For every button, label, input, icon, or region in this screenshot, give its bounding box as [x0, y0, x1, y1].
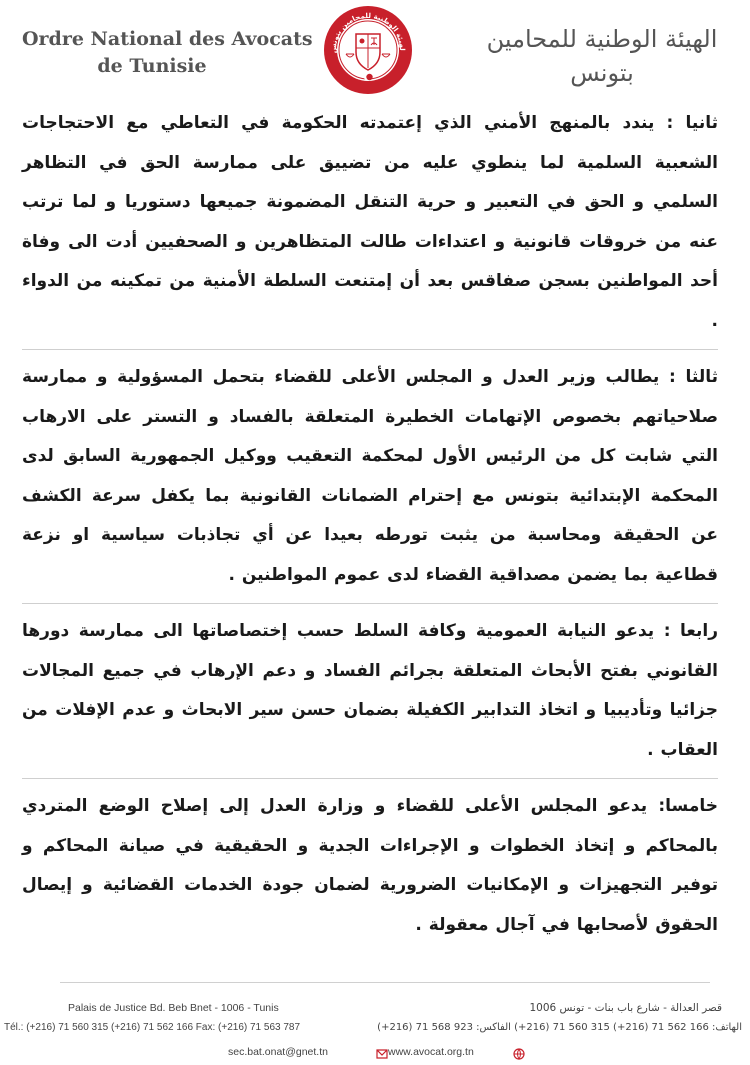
- footer-divider: [60, 982, 710, 983]
- org-name-arabic: [482, 22, 722, 90]
- org-name-arabic-line1: الهيئة الوطنية للمحامين: [486, 25, 718, 53]
- footer-phones-french: Tél.: (+216) 71 560 315 (+216) 71 562 166 Fax: (+216) 71 563 787: [4, 1022, 301, 1033]
- footer-website[interactable]: www.avocat.org.tn: [388, 1046, 474, 1058]
- divider: [22, 778, 718, 779]
- paragraph-fifth: خامسا: يدعو المجلس الأعلى للقضاء و وزارة العدل إلى إصلاح الوضع المتردي بالمحاكم و إتخاذ الخطوات و الإجراءات الجدية و الحقيقية في صيانة المحاكم و توفير التجهيزات و الإمكانيات الضرورية لضمان جودة الخدمات القضائية و إيصال الحقوق لأصحابها في آجال معقولة .: [22, 796, 718, 935]
- paragraph-fourth: رابعا : يدعو النيابة العمومية وكافة السلط حسب إختصاصاتها الى ممارسة دورها القانوني بفتح الأبحاث المتعلقة بجرائم الفساد و دعم الإرهاب في جميع المجالات جزائيا وتأديبيا و اتخاذ التدابير الكفيلة بضمان حسن سير الابحاث و عدم الإفلات من العقاب .: [22, 621, 718, 760]
- statement-body: [22, 104, 718, 945]
- paragraph-second: ثانيا : يندد بالمنهج الأمني الذي إعتمدته الحكومة في التعاطي مع الاحتجاجات الشعبية السلمية لما ينطوي عليه من تضييق على ممارسة الحق في التظاهر السلمي و الحق في التعبير و حرية التنقل المضمونة جميعها دستوريا و لما ترتب عنه من خروقات قانونية و اعتداءات طالت المتظاهرين و الصحفيين أدت الى وفاة أحد المواطنين بسجن صفاقس بعد أن إمتنعت السلطة الأمنية من تمكينه من الدواء .: [22, 113, 718, 331]
- org-name-french-line1: Ordre National des Avocats: [22, 28, 313, 50]
- divider: [22, 349, 718, 350]
- footer-email[interactable]: sec.bat.onat@gnet.tn: [228, 1046, 328, 1058]
- footer-phones-arabic: الهاتف: 166 562 71 (216+) 315 560 71 (216+) الفاكس: 923 568 71 (216+): [377, 1022, 742, 1033]
- org-name-french: [22, 26, 313, 80]
- footer-address-arabic: قصر العدالة - شارع باب بنات - تونس 1006: [529, 1002, 722, 1014]
- letterhead: [0, 0, 750, 100]
- web-icon: [512, 1046, 526, 1060]
- seal-text: لهيئة الوطنية للمحامين بتونس: [329, 11, 407, 54]
- email-icon: [375, 1046, 389, 1060]
- divider: [22, 603, 718, 604]
- seal-logo: [322, 4, 414, 96]
- org-name-arabic-line2: بتونس: [570, 59, 634, 87]
- org-name-french-line2: de Tunisie: [97, 55, 207, 77]
- footer-address-french: Palais de Justice Bd. Beb Bnet - 1006 - Tunis: [68, 1002, 279, 1014]
- paragraph-third: ثالثا : يطالب وزير العدل و المجلس الأعلى للقضاء بتحمل المسؤولية و ممارسة صلاحياتهم بخصوص الإتهامات الخطيرة المتعلقة بالفساد و التستر على الارهاب التي شابت كل من الرئيس الأول لمحكمة التعقيب ووكيل الجمهورية السابق لدى المحكمة الإبتدائية بتونس مع إحترام الضمانات القانونية بما يكفل سرعة الكشف عن الحقيقة ومحاسبة من يثبت تورطه بعيدا عن أي تجاذبات سياسية او نزعة قطاعية بما يضمن مصداقية القضاء لدى عموم المواطنين .: [22, 367, 718, 585]
